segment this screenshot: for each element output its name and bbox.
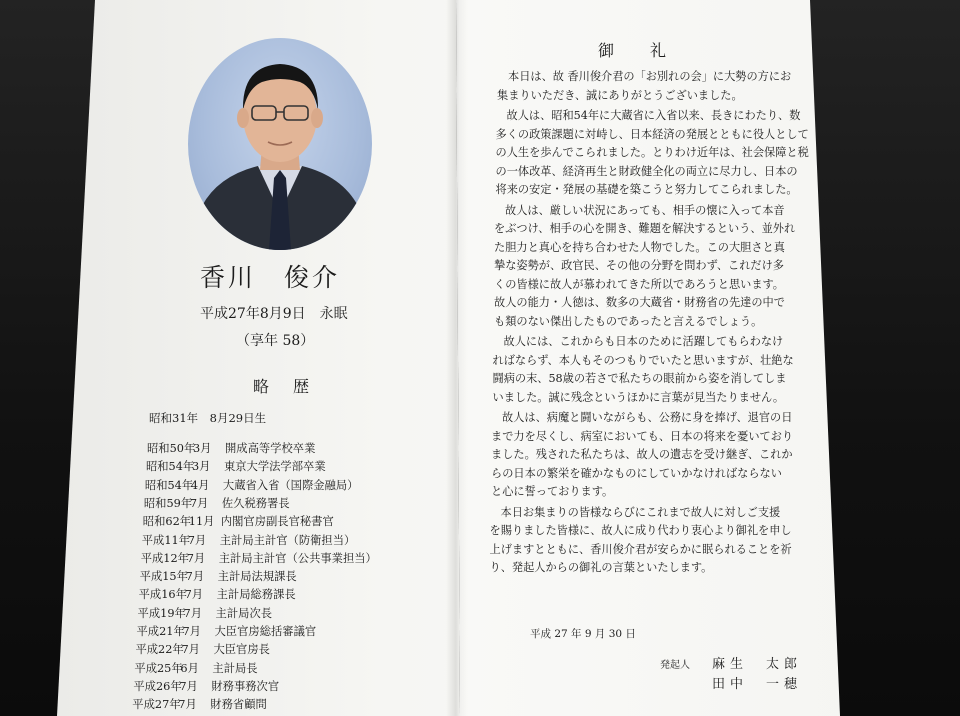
career-event: 主計局法規課長 <box>217 570 297 584</box>
thanks-line: くの皆様に故人が慕われてきた所以であろうと思います。 <box>494 277 784 291</box>
career-event: 財務事務次官 <box>211 679 280 693</box>
sponsor-label: 発起人 <box>660 660 690 671</box>
thanks-line: 本日は、故 香川俊介君の「お別れの会」に大勢の方にお <box>508 70 792 83</box>
thanks-line: ればならず、本人もそのつもりでいたと思いますが、壮絶な <box>492 353 794 367</box>
career-event: 主計局次長 <box>215 606 273 620</box>
career-month: 6月 <box>180 661 199 675</box>
thanks-line: 故人の能力・人徳は、数多の大蔵省・財務省の先達の中で <box>494 296 785 309</box>
career-era: 昭和54年 <box>144 478 194 492</box>
career-event: 佐久税務署長 <box>221 496 290 510</box>
career-month: 3月 <box>191 460 211 474</box>
career-month: 7月 <box>178 698 197 712</box>
thanks-line: た胆力と真心を持ち合わせた人物でした。この大胆さと真 <box>494 240 785 254</box>
career-era: 平成11年 <box>141 533 191 547</box>
career-month: 7月 <box>183 606 203 620</box>
career-row <box>134 660 257 676</box>
career-event: 大臣官房総括審議官 <box>214 625 317 638</box>
thanks-paragraph <box>496 107 809 200</box>
thanks-line: と心に誓っております。 <box>491 485 614 498</box>
card-fold <box>446 0 468 716</box>
thanks-line: 故人には、これからも日本のために活躍してもらわなけ <box>503 335 784 348</box>
career-row <box>132 696 267 712</box>
thanks-title: 御 礼 <box>598 41 677 60</box>
thanks-line: いました。誠に残念というほかに言葉が見当たりません。 <box>492 390 785 404</box>
career-event: 開成高等学校卒業 <box>225 442 316 455</box>
career-month: 7月 <box>189 496 209 510</box>
thanks-paragraph <box>493 333 794 407</box>
career-row <box>142 532 356 548</box>
career-event: 内閣官房副長官秘書官 <box>220 515 334 529</box>
career-month: 7月 <box>179 679 198 693</box>
signatory-name: 田中 一穂 <box>712 677 803 692</box>
career-era: 平成22年 <box>135 643 184 657</box>
thanks-line: 本日お集まりの皆様ならびにこれまで故人に対しご支援 <box>500 505 781 519</box>
thanks-line: も類のない傑出したものであったと言えるでしょう。 <box>494 314 763 328</box>
thanks-line: 集まりいただき、誠にありがとうございました。 <box>497 88 743 102</box>
thanks-paragraph <box>490 504 792 578</box>
thanks-line: の人生を歩んでこられました。とりわけ近年は、社会保障と税 <box>495 146 809 159</box>
thanks-line: 多くの政策課題に対峙し、日本経済の発展とともに役人として <box>495 127 809 141</box>
career-month: 7月 <box>187 533 207 547</box>
thanks-line: を賜りました皆様に、故人に成り代わり衷心より御礼を申し <box>489 524 792 537</box>
thanks-paragraph <box>491 409 793 502</box>
career-era: 平成15年 <box>139 570 188 584</box>
career-era: 昭和62年 <box>142 515 192 529</box>
thanks-line: 闘病の末、58歳の若さで私たちの眼前から姿を消してしま <box>492 372 787 385</box>
career-row <box>141 550 377 566</box>
career-row <box>144 495 290 511</box>
career-row <box>139 586 296 602</box>
thanks-line: り、発起人からの御礼の言葉といたします。 <box>489 561 713 574</box>
closing-date: 平成 27 年 9 月 30 日 <box>530 628 636 640</box>
career-row <box>133 678 279 694</box>
signatory-name: 麻生 太郎 <box>712 657 803 672</box>
career-row <box>143 513 334 529</box>
thanks-line: の一体改革、経済再生と財政健全化の両立に尽力し、日本の <box>495 164 798 178</box>
career-era: 平成27年 <box>132 698 181 712</box>
thanks-line: ました。残された私たちは、故人の遺志を受け継ぎ、これか <box>491 448 793 461</box>
career-row <box>140 568 297 584</box>
career-row <box>135 641 270 657</box>
thanks-line: をぶつけ、相手の心を開き、難題を解決するという、並外れ <box>494 222 796 235</box>
career-event: 主計局主計官（防衛担当） <box>219 533 356 547</box>
career-era: 昭和50年 <box>147 442 196 455</box>
career-era: 昭和54年 <box>145 460 195 474</box>
career-era: 平成12年 <box>140 551 189 565</box>
thanks-paragraph <box>497 68 791 105</box>
thanks-line: らの日本の繁栄を確かなものにしていかなければならない <box>491 466 782 480</box>
career-era: 平成21年 <box>136 625 185 638</box>
career-row <box>146 458 326 474</box>
career-row <box>138 605 273 621</box>
career-row <box>147 440 315 456</box>
career-era: 平成19年 <box>137 606 186 620</box>
career-event: 東京大学法学部卒業 <box>223 460 326 474</box>
career-era: 平成26年 <box>133 679 182 693</box>
career-month: 7月 <box>184 588 204 602</box>
thanks-line: 上げますとともに、香川俊介君が安らかに眠られることを祈 <box>489 542 792 556</box>
career-era: 平成16年 <box>138 588 187 602</box>
career-era: 昭和59年 <box>143 496 193 510</box>
career-event: 大臣官房長 <box>213 643 270 657</box>
thanks-line: 摯な姿勢が、政官民、その他の分野を問わず、これだけ多 <box>494 259 784 272</box>
career-event: 主計局長 <box>212 661 258 675</box>
career-row <box>145 477 359 493</box>
portrait-photo <box>188 38 372 250</box>
career-row <box>137 623 317 639</box>
career-event: 主計局主計官（公共事業担当） <box>218 551 377 565</box>
career-month: 7月 <box>181 643 200 657</box>
deceased-name: 香川 俊介 <box>200 263 341 292</box>
career-era: 平成25年 <box>134 661 183 675</box>
thanks-line: 故人は、厳しい状況にあっても、相手の懐に入って本音 <box>505 203 785 217</box>
history-heading: 略 歴 <box>253 377 314 396</box>
career-month: 7月 <box>185 570 205 584</box>
thanks-paragraph <box>494 202 795 332</box>
career-month: 11月 <box>188 515 215 529</box>
career-month: 4月 <box>190 478 210 492</box>
thanks-line: まで力を尽くし、病室においても、日本の将来を憂いており <box>491 429 794 443</box>
career-event: 大蔵省入省（国際金融局） <box>222 478 359 492</box>
career-month: 7月 <box>186 551 206 565</box>
birth-date: 昭和31年 8月29日生 <box>149 411 267 425</box>
death-date: 平成27年8月9日 永眠 <box>200 306 348 322</box>
age-at-death: （享年 58） <box>236 333 315 349</box>
thanks-line: 将来の安定・発展の基礎を築こうと努力してこられました。 <box>495 183 798 196</box>
career-month: 3月 <box>193 442 212 455</box>
career-event: 財務省顧問 <box>210 698 267 712</box>
career-event: 主計局総務課長 <box>216 588 296 602</box>
thanks-line: 故人は、昭和54年に大蔵省に入省以来、長きにわたり、数 <box>506 109 801 122</box>
career-month: 7月 <box>182 625 201 638</box>
portrait-illustration <box>188 38 372 250</box>
thanks-line: 故人は、病魔と闘いながらも、公務に身を捧げ、退官の日 <box>502 411 793 424</box>
